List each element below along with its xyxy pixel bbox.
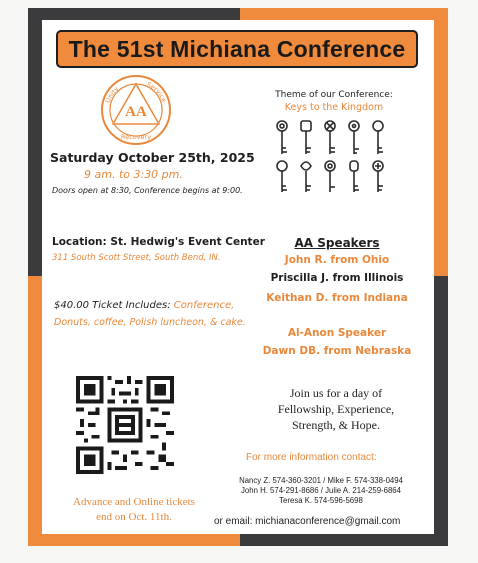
logo-word-unity: Unity bbox=[103, 85, 121, 105]
advance-tickets-line-2: end on Oct. 11th. bbox=[96, 511, 172, 523]
ticket-includes-1: Conference, bbox=[173, 300, 235, 311]
aa-speaker-3: Keithan D. from Indiana bbox=[266, 292, 408, 304]
aa-speaker-1: John R. from Ohio bbox=[284, 254, 390, 266]
event-time: 9 am. to 3:30 pm. bbox=[84, 168, 183, 181]
theme-label: Theme of our Conference: bbox=[275, 90, 393, 100]
contact-heading: For more information contact: bbox=[246, 452, 377, 463]
title-banner bbox=[56, 30, 418, 68]
aa-speakers-heading: AA Speakers bbox=[294, 236, 380, 250]
logo-center: AA bbox=[125, 104, 147, 120]
keys-icon bbox=[272, 118, 394, 198]
theme-name: Keys to the Kingdom bbox=[284, 102, 384, 113]
page-title: The 51st Michiana Conference bbox=[68, 35, 406, 62]
ticket-price-label: $40.00 Ticket Includes: bbox=[54, 300, 171, 311]
doors-open: Doors open at 8:30, Conference begins at 9:00. bbox=[52, 186, 243, 195]
logo-word-service: Service bbox=[145, 80, 169, 104]
logo-word-recovery: Recovery bbox=[120, 133, 152, 141]
contact-line-2: John H. 574-291-8686 / Julie A. 214-259-6864 bbox=[241, 486, 401, 495]
contact-line-3: Teresa K. 574-596-5698 bbox=[279, 496, 363, 505]
advance-tickets-line-1: Advance and Online tickets bbox=[73, 496, 195, 508]
aa-speaker-2: Priscilla J. from Illinois bbox=[270, 272, 404, 284]
invite-line-3: Strength, & Hope. bbox=[292, 418, 380, 432]
invite-line-2: Fellowship, Experience, bbox=[277, 402, 395, 416]
contact-line-1: Nancy Z. 574-360-3201 / Mike F. 574-338-0494 bbox=[239, 476, 403, 485]
alanon-speaker: Dawn DB. from Nebraska bbox=[262, 345, 412, 357]
event-location: Location: St. Hedwig's Event Center bbox=[52, 236, 265, 248]
alanon-heading: Al-Anon Speaker bbox=[287, 327, 387, 339]
event-address: 311 South Scott Street, South Bend, IN. bbox=[52, 253, 221, 263]
aa-logo-icon bbox=[98, 72, 174, 148]
event-date: Saturday October 25th, 2025 bbox=[50, 150, 255, 165]
qr-code-icon[interactable] bbox=[76, 376, 174, 474]
contact-email[interactable]: or email: michianaconference@gmail.com bbox=[214, 516, 401, 527]
ticket-includes-2: Donuts, coffee, Polish luncheon, & cake. bbox=[54, 317, 246, 328]
ticket-price bbox=[54, 300, 234, 311]
invite-line-1: Join us for a day of bbox=[289, 386, 383, 400]
